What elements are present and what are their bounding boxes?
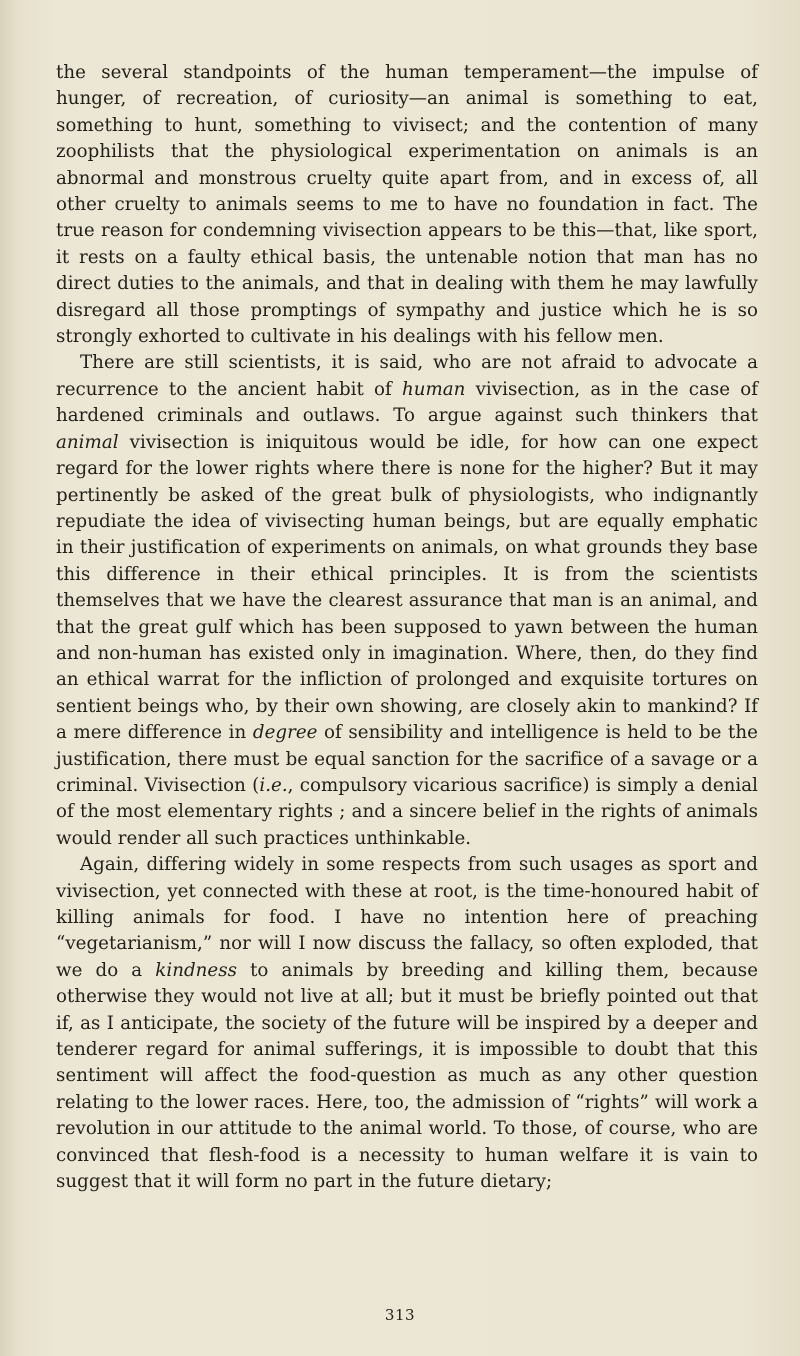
paragraph-3 <box>56 852 758 1195</box>
text-segment: There are still scientists, it is said, who are not afraid to advocate a recurrence to the ancient habit of <box>56 352 758 400</box>
italic-emphasis: animal <box>56 431 119 453</box>
body-text <box>56 60 758 1195</box>
text-segment: the several standpoints of the human temperament—the impulse of hunger, of recreation, of curiosity—an animal is something to eat, something to hunt, something to vivisect; and the contention of many zoophilists that the physiological experimentation on animals is an abnormal and monstrous cruelty quite apart from, and in excess of, all other cruelty to animals seems to me to have no foundation in fact. The true reason for condemning vivisection appears to be this—that, like sport, it rests on a faulty ethical basis, the untenable notion that man has no direct duties to the animals, and that in dealing with them he may lawfully disregard all those promptings of sympathy and justice which he is so strongly exhorted to cultivate in his dealings with his fellow men. <box>56 62 758 348</box>
text-segment: , compulsory vicarious sacrifice) is simply a denial of the most elementary rights ; and a sincere belief in the rights of animals would render all such practices unthinkable. <box>56 774 758 849</box>
italic-emphasis: i.e. <box>259 774 288 796</box>
italic-emphasis: kindness <box>155 959 237 981</box>
text-segment: to animals by breeding and killing them, because otherwise they would not live at all; but it must be briefly pointed out that if, as I anticipate, the society of the future will be inspired by a deeper and tenderer regard for animal sufferings, it is impossible to doubt that this sentiment will affect the food-question as much as any other question relating to the lower races. Here, too, the admission of “rights” will work a revolution in our attitude to the animal world. To those, of course, who are convinced that flesh-food is a necessity to human welfare it is vain to suggest that it will form no part in the future dietary; <box>56 959 759 1193</box>
page-number: 313 <box>384 1306 416 1324</box>
italic-emphasis: degree <box>252 722 318 744</box>
paragraph-2 <box>56 350 758 852</box>
text-segment: vivisection is iniquitous would be idle, for how can one expect regard for the lower rights where there is none for the higher? But it may pertinently be asked of the great bulk of physiologists, who indignantly repudiate the idea of vivisecting human beings, but are equally emphatic in their justification of experiments on animals, on what grounds they base this difference in their ethical principles. It is from the scientists themselves that we have the clearest assurance that man is an animal, and that the great gulf which has been supposed to yawn between the human and non-human has existed only in imagination. Where, then, do they find an ethical warrat for the infliction of prolonged and exquisite tortures on sentient beings who, by their own showing, are closely akin to mankind? If a mere difference in <box>56 431 758 744</box>
paragraph-1 <box>56 60 758 350</box>
text-segment: Again, differing widely in some respects from such usages as sport and vivisection, yet connected with these at root, is the time-honoured habit of killing animals for food. I have no intention here of preaching “vegetarianism,” nor will I now discuss the fallacy, so often exploded, that we do a <box>56 854 758 981</box>
italic-emphasis: human <box>401 378 466 400</box>
text-segment: vivisection, as in the case of hardened criminals and outlaws. To argue against such thinkers that <box>56 378 758 427</box>
text-segment: of sensibility and intelligence is held to be the justification, there must be equal sanction for the sacrifice of a savage or a criminal. Vivisection ( <box>56 722 758 796</box>
